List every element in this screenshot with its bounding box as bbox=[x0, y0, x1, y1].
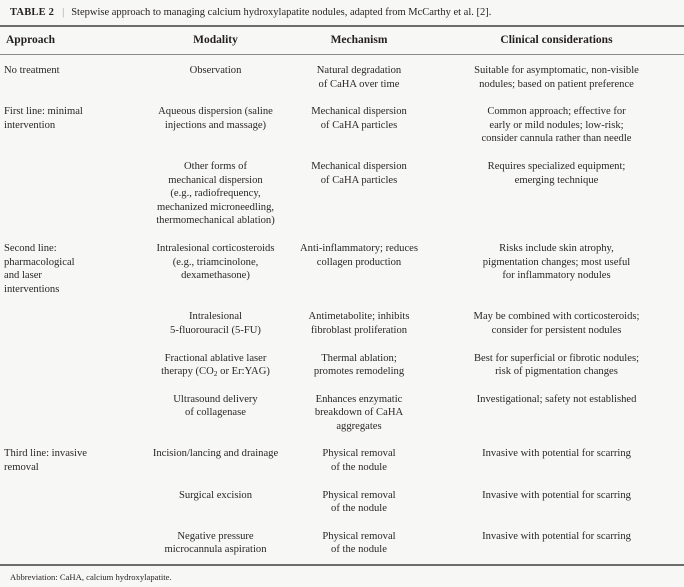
cell-clinical: Requires specialized equipment; emerging technique bbox=[487, 160, 626, 186]
cell-modality: Incision/lancing and drainage bbox=[152, 448, 279, 460]
table-row bbox=[0, 523, 684, 564]
table-row bbox=[0, 98, 684, 153]
table-footnote: Abbreviation: CaHA, calcium hydroxylapatite. bbox=[10, 572, 172, 583]
cell-mechanism: Physical removal of the nodule bbox=[322, 489, 396, 515]
cell-approach bbox=[0, 523, 142, 564]
cell-mechanism: Physical removal of the nodule bbox=[322, 448, 396, 474]
cell-modality: Observation bbox=[189, 65, 242, 76]
column-header-clinical-considerations: Clinical considerations bbox=[500, 34, 613, 46]
table-row bbox=[0, 386, 684, 441]
table-body bbox=[0, 55, 684, 564]
cell-clinical: Invasive with potential for scarring bbox=[482, 530, 631, 542]
cell-modality: Intralesional corticosteroids (e.g., triamcinolone, dexamethasone) bbox=[156, 242, 275, 282]
table-header bbox=[0, 27, 684, 54]
cell-clinical: Suitable for asymptomatic, non-visible nodules; based on patient preference bbox=[474, 65, 639, 90]
cell-mechanism: Physical removal of the nodule bbox=[322, 530, 396, 556]
cell-mechanism: Enhances enzymatic breakdown of CaHA aggregates bbox=[314, 393, 404, 432]
cell-modality: Aqueous dispersion (saline injections and massage) bbox=[158, 106, 273, 131]
cell-clinical: Invasive with potential for scarring bbox=[482, 448, 631, 460]
cell-modality: Intralesional 5-fluorouracil (5-FU) bbox=[170, 311, 261, 336]
cell-approach: Third line: invasive removal bbox=[4, 448, 87, 474]
table-row bbox=[0, 235, 684, 303]
table-caption-text: Stepwise approach to managing calcium hydroxylapatite nodules, adapted from McCarthy et al. [2]. bbox=[71, 7, 492, 18]
cell-approach: No treatment bbox=[4, 65, 60, 76]
cell-mechanism: Natural degradation of CaHA over time bbox=[316, 65, 402, 90]
table-row bbox=[0, 303, 684, 344]
cell-mechanism: Mechanical dispersion of CaHA particles bbox=[311, 160, 407, 186]
data-table bbox=[0, 27, 684, 54]
cell-approach bbox=[0, 345, 142, 386]
table-row bbox=[0, 55, 684, 98]
cell-mechanism: Thermal ablation; promotes remodeling bbox=[313, 352, 405, 378]
table-row bbox=[0, 482, 684, 523]
cell-modality: Surgical excision bbox=[178, 489, 253, 501]
cell-mechanism: Mechanical dispersion of CaHA particles bbox=[311, 106, 407, 131]
table-caption-label: TABLE 2 bbox=[10, 7, 55, 18]
column-header-modality: Modality bbox=[193, 34, 238, 46]
cell-modality: Other forms of mechanical dispersion (e.g., radiofrequency, mechanized microneedling, thermomechanical ablation) bbox=[156, 160, 275, 227]
cell-clinical: Investigational; safety not established bbox=[476, 393, 637, 405]
table-caption bbox=[0, 0, 684, 25]
cell-mechanism: Antimetabolite; inhibits fibroblast proliferation bbox=[308, 311, 410, 336]
cell-modality: Negative pressure microcannula aspiration bbox=[164, 530, 267, 556]
cell-clinical: Risks include skin atrophy, pigmentation changes; most useful for inflammatory nodules bbox=[482, 242, 631, 282]
table-row bbox=[0, 345, 684, 386]
header-row bbox=[0, 27, 684, 54]
cell-approach: Second line: pharmacological and laser interventions bbox=[4, 242, 75, 295]
cell-modality: Fractional ablative laser therapy ($CO_2$ or Er:YAG) bbox=[161, 352, 270, 379]
cell-clinical: Common approach; effective for early or mild nodules; low-risk; consider cannula rather than needle bbox=[481, 106, 632, 145]
cell-mechanism: Anti-inflammatory; reduces collagen production bbox=[300, 242, 418, 268]
table-caption-separator: | bbox=[62, 7, 65, 18]
data-table-body bbox=[0, 55, 684, 564]
cell-approach bbox=[0, 386, 142, 441]
column-header-approach: Approach bbox=[6, 34, 55, 46]
cell-approach bbox=[0, 303, 142, 344]
cell-approach bbox=[0, 482, 142, 523]
table-row bbox=[0, 153, 684, 235]
cell-clinical: May be combined with corticosteroids; consider for persistent nodules bbox=[473, 311, 640, 336]
cell-clinical: Best for superficial or fibrotic nodules; risk of pigmentation changes bbox=[473, 352, 640, 378]
cell-approach bbox=[0, 153, 142, 235]
cell-clinical: Invasive with potential for scarring bbox=[482, 489, 631, 501]
cell-modality: Ultrasound delivery of collagenase bbox=[173, 393, 258, 419]
cell-approach: First line: minimal intervention bbox=[4, 106, 83, 131]
table-row bbox=[0, 440, 684, 481]
column-header-mechanism: Mechanism bbox=[330, 34, 388, 46]
